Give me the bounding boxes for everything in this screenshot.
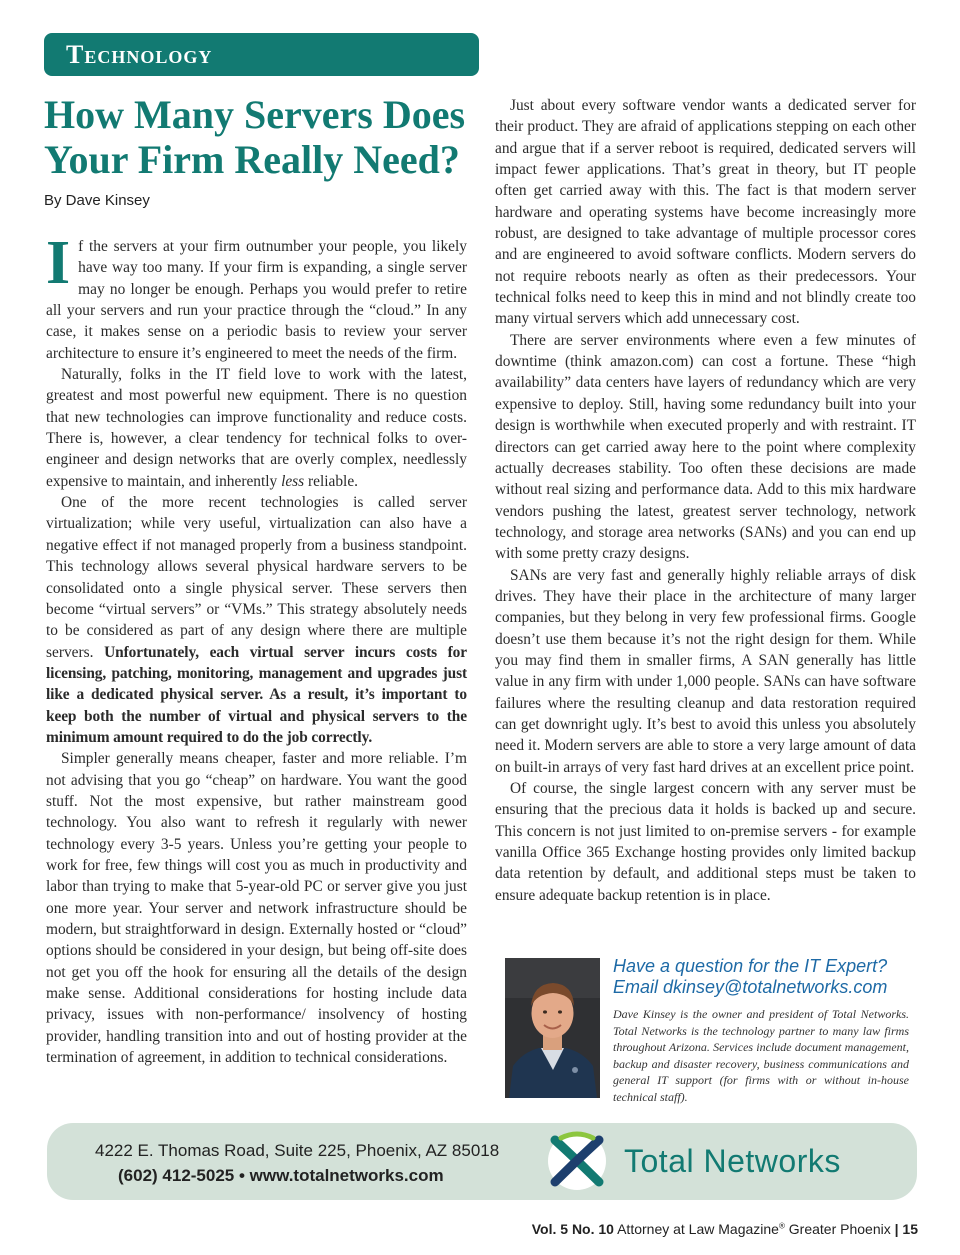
emphasis-less: less [281, 472, 305, 490]
drop-cap: I [46, 229, 71, 297]
paragraph-2-end: reliable. [304, 472, 359, 490]
article-title: How Many Servers Does Your Firm Really Need? [44, 92, 466, 182]
company-phone-website[interactable]: (602) 412-5025 • www.totalnetworks.com [118, 1166, 444, 1185]
byline: By Dave Kinsey [44, 192, 150, 209]
registered-mark: ® [778, 1221, 785, 1231]
paragraph-1-text: f the servers at your firm outnumber your people, you likely have way too many. If your firm is expanding, a single server may no longer be enough. Perhaps you would prefer to retire all your servers and run your practice through the “cloud.” In any case, it makes sense on a periodic basis to review your server architecture to ensure it’s engineered to meet the needs of the firm. [46, 238, 467, 362]
section-banner [44, 33, 479, 76]
expert-email-link[interactable]: Email dkinsey@totalnetworks.com [613, 977, 888, 997]
article-column-left [46, 229, 467, 1068]
paragraph-3-bold: Unfortunately, each virtual server incurs costs for licensing, patching, monitoring, management and upgrades just like a dedicated physical server. As a result, it’s important to keep both the number of virtual and physical servers to the minimum amount required to do the job correctly. [46, 643, 467, 746]
paragraph-3 [46, 492, 467, 748]
total-networks-logo-icon [547, 1130, 607, 1192]
page-number: 15 [902, 1221, 918, 1237]
paragraph-3-text: One of the more recent technologies is called server virtualization; while very useful, virtualization can also have a negative effect if not managed properly from a business standpoint. This technology allows several physical hardware servers to be consolidated onto a single physical server. These servers then become “virtual servers” or “VMs.” This strategy absolutely needs to be considered as part of any design where there are multiple servers. [46, 494, 467, 661]
paragraph-8: Of course, the single largest concern with any server must be ensuring that the precious data it holds is backed up and secure. This concern is not just limited to on-premise servers - for example vanilla Office 365 Exchange hosting provides only limited backup data retention by default, and additional steps must be taken to ensure adequate backup retention is in place. [495, 780, 916, 904]
footer-separator: | [894, 1221, 899, 1237]
paragraph-5: Just about every software vendor wants a dedicated server for their product. They are afraid of applications stepping on each other and argue that if a server reboot is required, dedicated servers will impact fewer applications. That’s great in theory, but IT people often get carried away with this. The fact is that modern server hardware and operating systems have become increasingly more robust, are designed to take advantage of multiple processor cores and are engineered to avoid software conflicts. Modern servers do not require reboots nearly as often as their predecessors. Your technical folks need to keep this in mind and not blindly create too many virtual servers which add unnecessary cost. [495, 97, 916, 328]
paragraph-2-text: Naturally, folks in the IT field love to work with the latest, greatest and most powerful new equipment. There is no question that new technologies can improve functionality and reduce costs. There is, however, a clear tendency for technical folks to over-engineer and design networks that are overly complex, needlessly expensive to maintain, and inherently [46, 366, 467, 490]
expert-question-heading: Have a question for the IT Expert? [613, 956, 888, 976]
section-label: Technology [66, 40, 213, 69]
page-footer [532, 1221, 918, 1237]
author-bio: Dave Kinsey is the owner and president of Total Networks. Total Networks is the technology partner to many law firms throughout Arizona. Services include document management, backup and disaster recovery, business communications and general IT support (for firms with or without in-house technical staff). [613, 1007, 909, 1104]
paragraph-4: Simpler generally means cheaper, faster and more reliable. I’m not advising that you go “cheap” on hardware. You want the good stuff. Not the most expensive, but rather mainstream good technology. You also want to refresh it regularly with newer technology every 3-5 years. Unless you’re getting your people to work for free, few things will cost you as much in productivity and labor than trying to make that 5-year-old PC or server give you just one more year. Your server and network infrastructure should be modern, but straightforward in design. Externally hosted or “cloud” options should be considered in your design, but being off-site does not get you off the hook for ensuring all the details of the design make sense. Additional considerations for hosting include data privacy, issues with non-performance/ insolvency of hosting provider, handling transition into and out of hosting provider at the termination of agreement, in addition to technical considerations. [46, 750, 467, 1067]
paragraph-6: There are server environments where even a few minutes of downtime (think amazon.com) can cost a fortune. These “high availability” data centers have layers of redundancy which are very expensive to deploy. Still, having some redundancy built into your design is worthwhile when executed properly and with restraint. IT directors can get carried away here to the point where complexity actually decreases stability. Too often these decisions are made without real sizing and performance data. Add to this mix hardware vendors pushing the latest, greatest server technology, network technology, and storage area networks (SANs) and you can end up with some pretty crazy designs. [495, 331, 916, 563]
author-photo [505, 958, 600, 1098]
paragraph-1 [46, 229, 467, 364]
article-column-right [495, 95, 916, 906]
edition-name: Greater Phoenix [788, 1221, 891, 1237]
magazine-name: Attorney at Law Magazine [617, 1221, 779, 1237]
volume-issue: Vol. 5 No. 10 [531, 1221, 614, 1237]
company-address: 4222 E. Thomas Road, Suite 225, Phoenix, AZ 85018 [95, 1141, 500, 1160]
paragraph-7: SANs are very fast and generally highly reliable arrays of disk drives. They have their place in the architecture of many larger companies, but they belong in very few professional firms. Google doesn’t use them because it’s not the right design for them. While you may find them in smaller firms, A SAN generally has little value in any firm with under 1,000 people. SANs can have software failures where the resulting cleanup and data restoration required can get downright ugly. It’s best to avoid this unless you absolutely need it. Modern servers are able to store a very large amount of data on built-in arrays of very fast hard drives at an excellent price point. [495, 566, 916, 776]
paragraph-2 [46, 364, 467, 492]
total-networks-logo-text: Total Networks [624, 1143, 841, 1179]
